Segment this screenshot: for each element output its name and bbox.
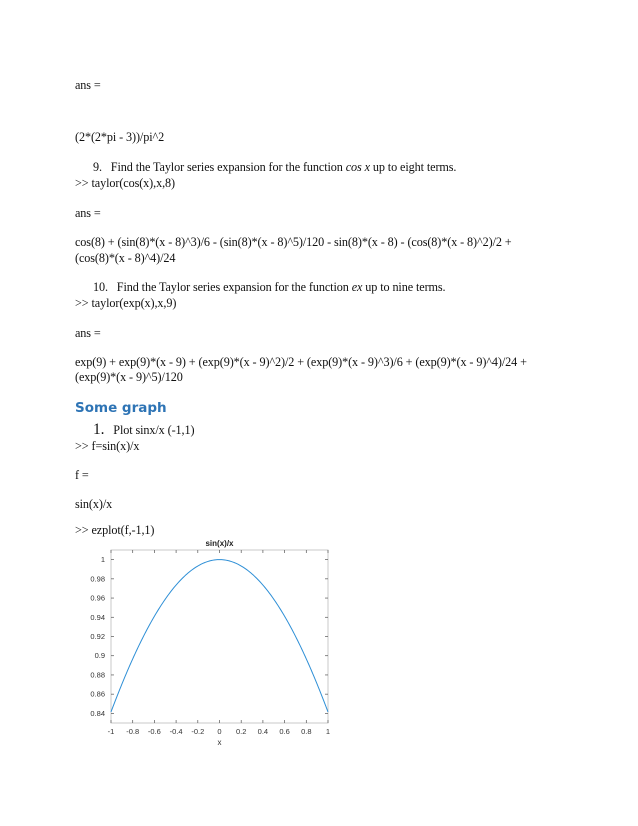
item-9-text-pre: Find the Taylor series expansion for the function <box>110 160 343 174</box>
x-tick-label: 0.4 <box>257 727 269 736</box>
item-10-command: >> taylor(exp(x),x,9) <box>75 296 177 310</box>
y-tick-label: 0.98 <box>90 574 105 584</box>
item-9-text-post: up to eight terms. <box>372 160 457 174</box>
f-value: sin(x)/x <box>75 497 113 511</box>
x-tick-label: 0.6 <box>279 727 290 736</box>
item-9-number: 9. <box>93 160 102 174</box>
x-tick-label: 1 <box>325 727 331 736</box>
item-10-text-pre: Find the Taylor series expansion for the function <box>116 280 349 294</box>
ans-value-1: (2*(2*pi - 3))/pi^2 <box>75 130 165 144</box>
item-10-result-line-1: exp(9) + exp(9)*(x - 9) + (exp(9)*(x - 9)^2)/2 + (exp(9)*(x - 9)^3)/6 + (exp(9)*(x - 9)^4)/24 + <box>75 355 527 369</box>
series-line-sin-x-over-x <box>111 560 328 712</box>
y-tick-label: 0.88 <box>90 670 105 680</box>
f-label: f = <box>75 468 89 482</box>
y-tick-label: 0.84 <box>90 708 105 718</box>
x-tick-label: -0.4 <box>169 727 183 736</box>
x-tick-label: -1 <box>107 727 115 736</box>
item-9-function: cos x <box>345 160 370 174</box>
item-9-result-line-2: (cos(8)*(x - 8)^4)/24 <box>75 251 176 265</box>
item-10-text-post: up to nine terms. <box>365 280 446 294</box>
graph-item-text: Plot sinx/x (-1,1) <box>113 423 195 437</box>
x-tick-label: 0.2 <box>235 727 247 736</box>
x-tick-label: 0.8 <box>301 727 312 736</box>
x-tick-label: 0 <box>217 727 222 736</box>
item-10-ans-label: ans = <box>75 326 101 340</box>
y-tick-label: 0.86 <box>90 689 105 699</box>
ans-label-1: ans = <box>75 78 101 92</box>
item-9-command: >> taylor(cos(x),x,8) <box>75 176 175 190</box>
graph-command-2: >> ezplot(f,-1,1) <box>75 523 155 537</box>
y-tick-label: 0.96 <box>90 593 105 603</box>
x-axis-label: x <box>217 738 222 747</box>
graph-item-number: 1. <box>93 421 105 438</box>
item-9-ans-label: ans = <box>75 206 101 220</box>
x-tick-label: -0.6 <box>147 727 161 736</box>
y-tick-label: 1 <box>100 555 105 565</box>
y-tick-label: 0.9 <box>94 651 105 661</box>
y-tick-label: 0.92 <box>90 632 105 641</box>
chart-title: sin(x)/x <box>205 539 234 548</box>
y-tick-label: 0.94 <box>90 612 105 622</box>
x-tick-label: -0.2 <box>191 727 205 736</box>
item-10-function: ex <box>351 280 363 294</box>
item-10-result-line-2: (exp(9)*(x - 9)^5)/120 <box>75 370 183 384</box>
graph-command-1: >> f=sin(x)/x <box>75 439 140 453</box>
x-tick-label: -0.8 <box>126 727 140 736</box>
item-9-result-line-1: cos(8) + (sin(8)*(x - 8)^3)/6 - (sin(8)*(x - 8)^5)/120 - sin(8)*(x - 8) - (cos(8)*(x - 8)^2)/2 + <box>75 235 512 249</box>
section-heading: Some graph <box>75 400 167 416</box>
item-10-number: 10. <box>93 280 108 294</box>
